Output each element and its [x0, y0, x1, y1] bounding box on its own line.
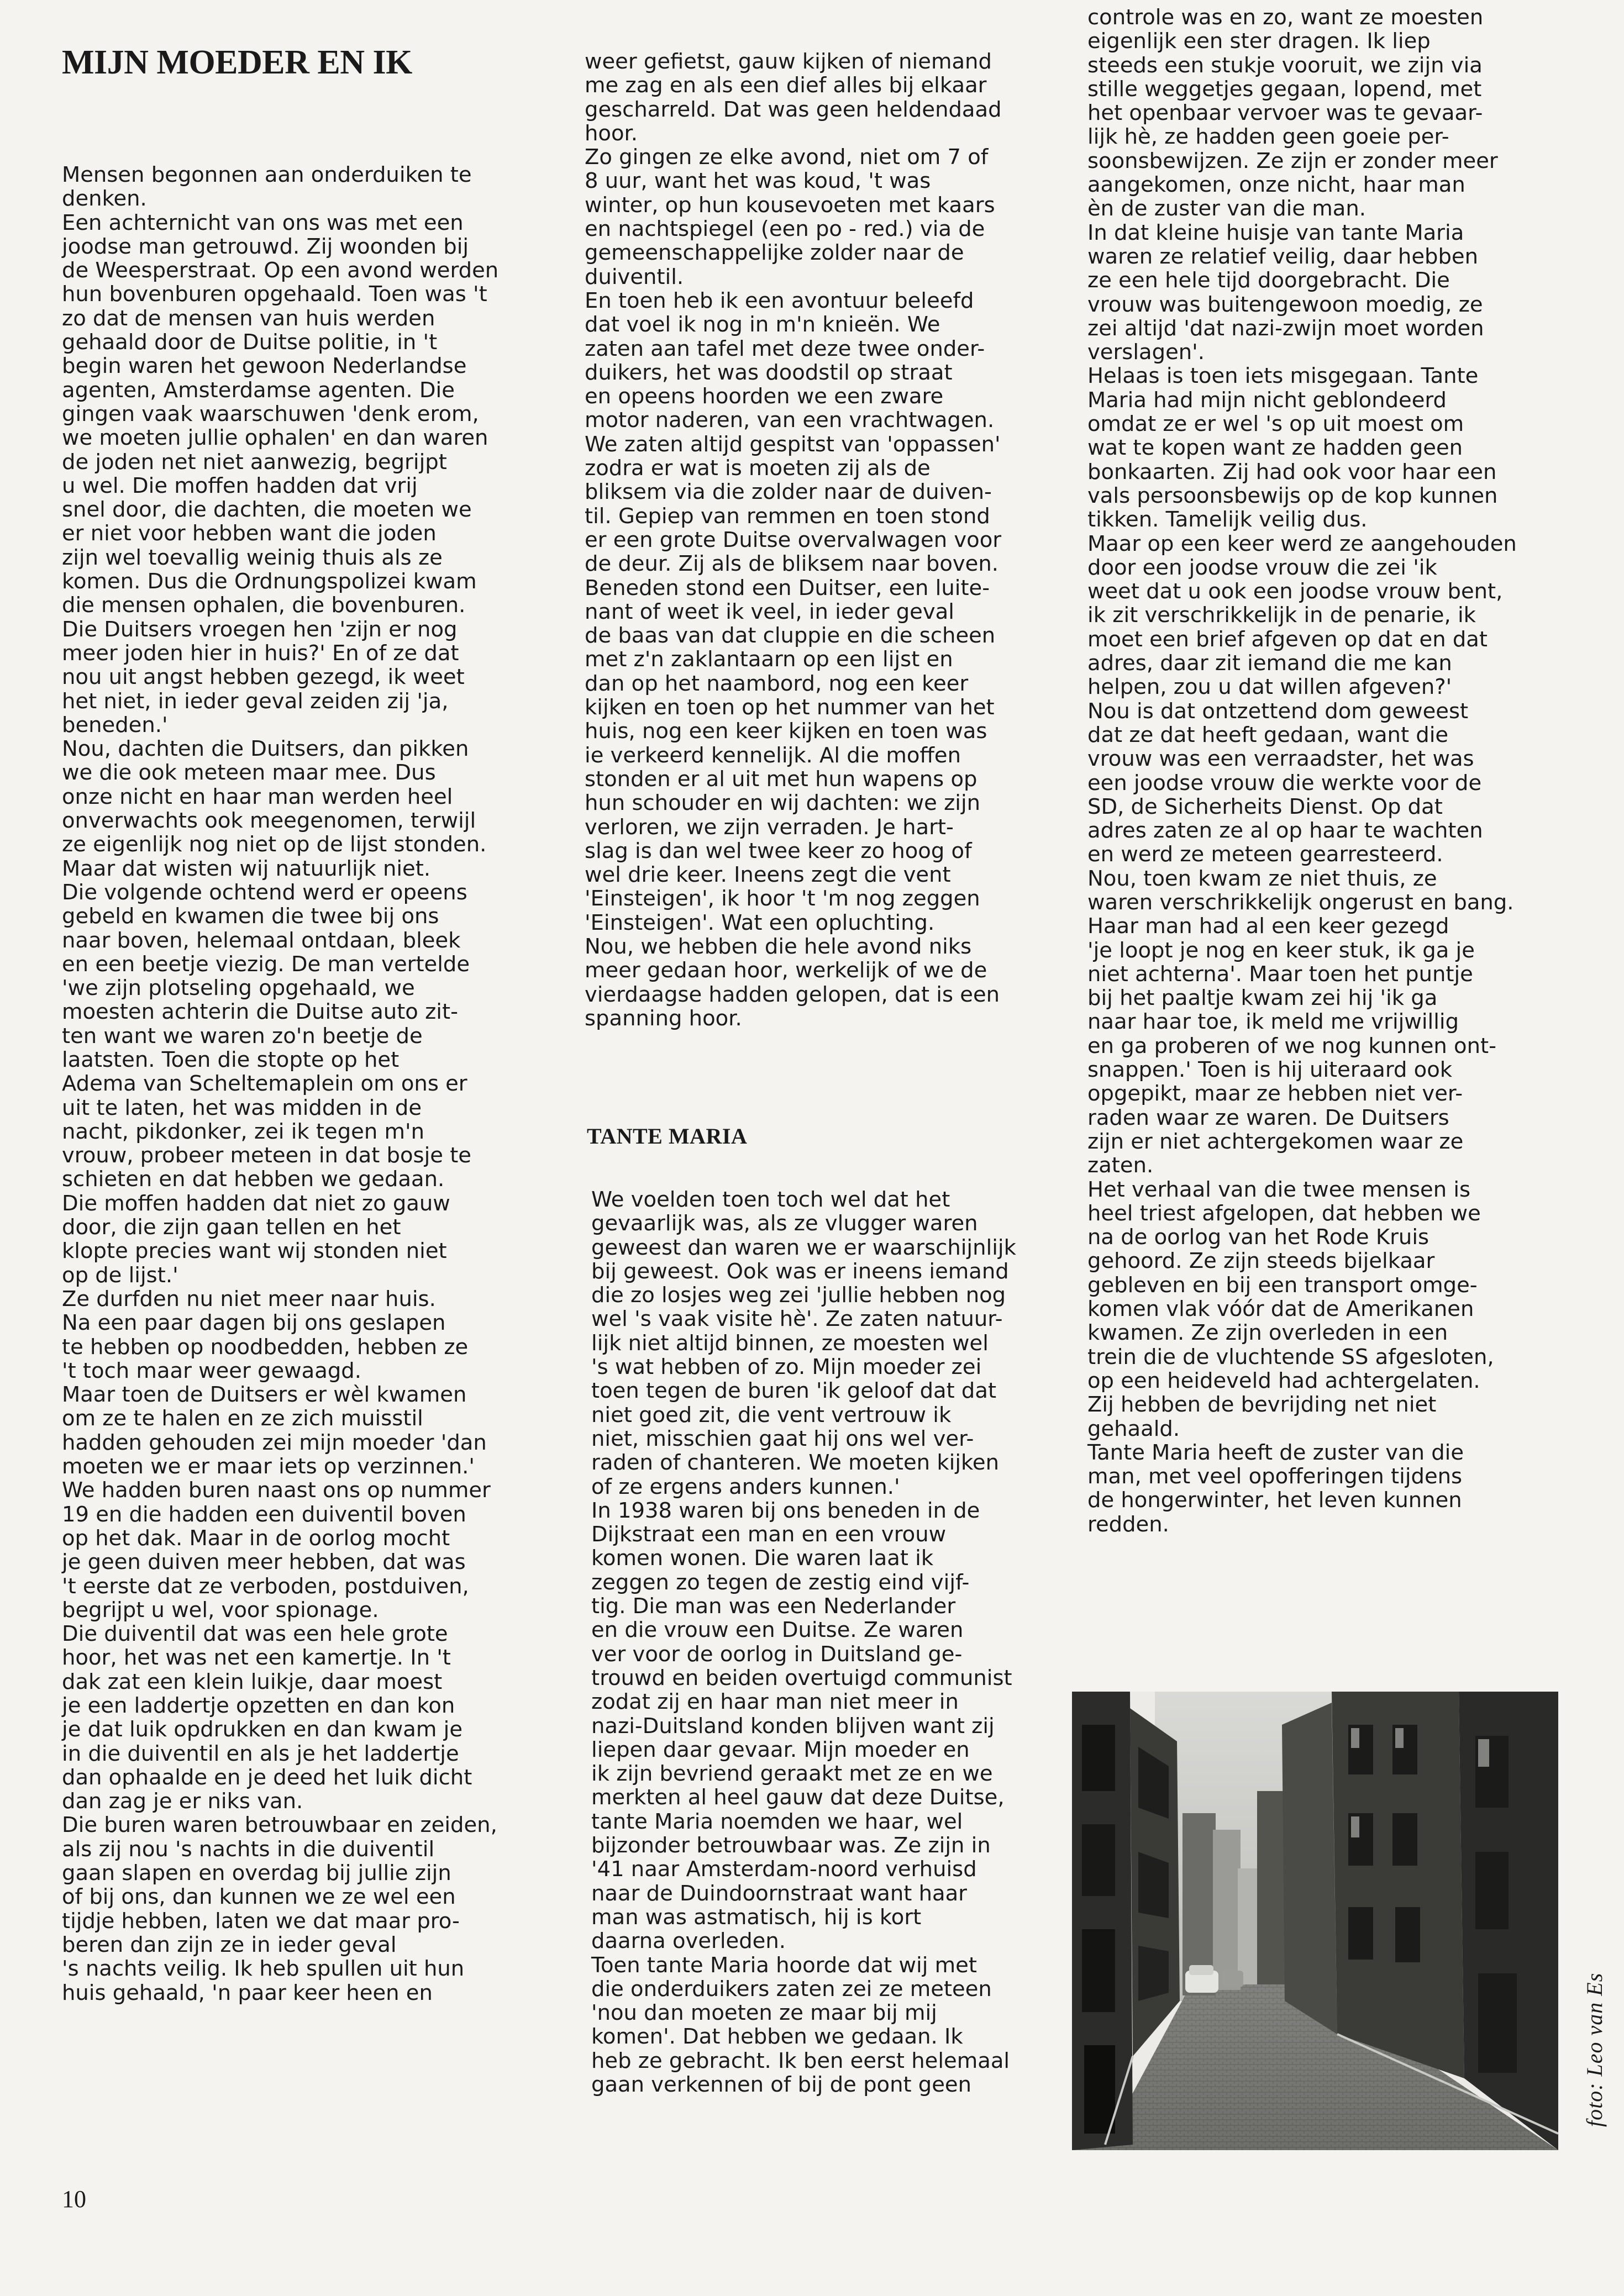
text-line: 's wat hebben of zo. Mijn moeder zei: [591, 1355, 982, 1380]
text-line: als zij nou 's nachts in die duiventil: [62, 1836, 435, 1862]
text-line: je dat luik opdrukken en dan kwam je: [62, 1717, 463, 1742]
text-line: ten want we waren zo'n beetje de: [62, 1023, 423, 1049]
text-line: zijn er niet achtergekomen waar ze: [1087, 1129, 1464, 1154]
text-line: 'Einsteigen'. Wat een opluchting.: [585, 910, 935, 935]
text-line: vrouw was buitengewoon moedig, ze: [1087, 292, 1483, 317]
text-line: wel drie keer. Ineens zegt die vent: [585, 862, 951, 888]
text-line: Nou, dachten die Duitsers, dan pikken: [62, 736, 469, 762]
text-line: moeten we er maar iets op verzinnen.': [62, 1454, 475, 1479]
text-line: gebleven en bij een transport omge-: [1087, 1272, 1478, 1298]
text-line: trouwd en beiden overtuigd communist: [591, 1665, 1012, 1691]
text-line: joodse man getrouwd. Zij woonden bij: [62, 234, 469, 259]
text-line: nacht, pikdonker, zei ik tegen m'n: [62, 1119, 424, 1144]
text-line: Een achternicht van ons was met een: [62, 210, 464, 235]
text-line: huis, nog een keer kijken en toen was: [585, 719, 987, 744]
text-line: agenten, Amsterdamse agenten. Die: [62, 377, 455, 403]
text-line: winter, op hun kousevoeten met kaars: [585, 192, 995, 218]
text-line: klopte precies want wij stonden niet: [62, 1239, 447, 1264]
text-line: 't toch maar weer gewaagd.: [62, 1358, 361, 1383]
text-line: ik zijn bevriend geraakt met ze en we: [591, 1761, 993, 1787]
text-line: niet, misschien gaat hij ons wel ver-: [591, 1426, 974, 1451]
text-line: 'je loopt je nog en keer stuk, ik ga je: [1087, 938, 1475, 963]
text-line: spanning hoor.: [585, 1005, 742, 1031]
text-line: '41 naar Amsterdam-noord verhuisd: [591, 1857, 977, 1882]
text-line: verloren, we zijn verraden. Je hart-: [585, 814, 954, 840]
text-line: waren ze relatief veilig, daar hebben: [1087, 244, 1478, 269]
text-line: gaan slapen en overdag bij jullie zijn: [62, 1861, 451, 1886]
text-line: gescharreld. Dat was geen heldendaad: [585, 97, 1002, 122]
text-line: ver voor de oorlog in Duitsland ge-: [591, 1641, 963, 1667]
text-line: Maar dat wisten wij natuurlijk niet.: [62, 856, 431, 881]
text-line: In dat kleine huisje van tante Maria: [1087, 220, 1464, 245]
text-line: het openbaar vervoer was te gevaar-: [1087, 101, 1483, 126]
text-line: slag is dan wel twee keer zo hoog of: [585, 838, 972, 863]
text-line: meer gedaan hoor, werkelijk of we de: [585, 958, 987, 983]
text-line: begin waren het gewoon Nederlandse: [62, 354, 467, 379]
text-line: zijn wel toevallig weinig thuis als ze: [62, 545, 443, 570]
text-line: gehaald.: [1087, 1416, 1180, 1441]
text-line: die mensen ophalen, die bovenburen.: [62, 593, 466, 618]
text-line: meer joden hier in huis?' En of ze dat: [62, 640, 459, 666]
text-line: op het dak. Maar in de oorlog mocht: [62, 1525, 450, 1551]
text-line: laatsten. Toen die stopte op het: [62, 1047, 400, 1072]
text-line: En toen heb ik een avontuur beleefd: [585, 288, 974, 313]
text-line: raden waar ze waren. De Duitsers: [1087, 1105, 1449, 1130]
text-line: huis gehaald, 'n paar keer heen en: [62, 1980, 433, 2005]
text-line: te hebben op noodbedden, hebben ze: [62, 1334, 469, 1360]
text-line: moesten achterin die Duitse auto zit-: [62, 999, 458, 1025]
text-line: controle was en zo, want ze moesten: [1087, 5, 1484, 30]
text-line: u wel. Die moffen hadden dat vrij: [62, 473, 418, 498]
text-line: trein die de vluchtende SS afgesloten,: [1087, 1344, 1494, 1370]
text-line: tig. Die man was een Nederlander: [591, 1594, 956, 1619]
photo-credit: foto: Leo van Es: [1582, 1972, 1607, 2127]
article-title: MIJN MOEDER EN IK: [62, 44, 412, 81]
text-line: Ze durfden nu niet meer naar huis.: [62, 1286, 436, 1312]
text-line: bij het paaltje kwam zei hij 'ik ga: [1087, 986, 1438, 1011]
text-line: denken.: [62, 186, 147, 212]
text-line: de hongerwinter, het leven kunnen: [1087, 1488, 1462, 1513]
text-line: Nou, toen kwam ze niet thuis, ze: [1087, 866, 1437, 891]
text-line: omdat ze er wel 's op uit moest om: [1087, 412, 1464, 437]
text-line: 'nou dan moeten ze maar bij mij: [591, 2000, 937, 2026]
text-line: uit te laten, het was midden in de: [62, 1095, 422, 1120]
text-line: man, met veel opofferingen tijdens: [1087, 1464, 1463, 1489]
street-photo: [1072, 1692, 1558, 2150]
text-line: zodra er wat is moeten zij als de: [585, 456, 931, 481]
text-line: nant of weet ik veel, in ieder geval: [585, 599, 954, 624]
text-line: door, die zijn gaan tellen en het: [62, 1215, 401, 1240]
text-line: ze eigenlijk nog niet op de lijst stonden.: [62, 832, 487, 857]
text-line: duikers, het was doodstil op straat: [585, 360, 953, 385]
text-line: beneden.': [62, 712, 168, 738]
text-line: adres, daar zit iemand die me kan: [1087, 651, 1452, 676]
text-line: We voelden toen toch wel dat het: [591, 1187, 950, 1212]
text-line: je geen duiven meer hebben, dat was: [62, 1550, 466, 1575]
text-line: gehoord. Ze zijn steeds bijelkaar: [1087, 1249, 1435, 1274]
text-line: Nou is dat ontzettend dom geweest: [1087, 698, 1469, 724]
text-line: zei altijd 'dat nazi-zwijn moet worden: [1087, 315, 1484, 341]
text-line: en ga proberen of we nog kunnen ont-: [1087, 1033, 1496, 1059]
text-line: die onderduikers zaten zei ze meteen: [591, 1976, 992, 2002]
text-line: komen vlak vóór dat de Amerikanen: [1087, 1297, 1474, 1322]
text-column-1: [62, 163, 498, 2005]
text-line: dat ze dat heeft gedaan, want die: [1087, 722, 1449, 747]
text-line: zaten.: [1087, 1153, 1154, 1178]
text-line: Het verhaal van die twee mensen is: [1087, 1177, 1471, 1202]
text-line: vals persoonsbewijs op de kop kunnen: [1087, 483, 1498, 508]
text-line: eigenlijk een ster dragen. Ik liep: [1087, 29, 1431, 54]
text-line: of bij ons, dan kunnen we ze wel een: [62, 1884, 456, 1910]
text-line: vierdaagse hadden gelopen, dat is een: [585, 982, 1000, 1007]
text-line: onverwachts ook meegenomen, terwijl: [62, 808, 476, 834]
text-line: niet achterna'. Maar toen het puntje: [1087, 961, 1473, 987]
text-line: de joden net niet aanwezig, begrijpt: [62, 449, 447, 475]
text-line: heb ze gebracht. Ik ben eerst helemaal: [591, 2048, 1010, 2073]
text-line: onze nicht en haar man werden heel: [62, 784, 453, 809]
text-line: Die duiventil dat was een hele grote: [62, 1621, 448, 1647]
text-line: begrijpt u wel, voor spionage.: [62, 1597, 379, 1623]
column-2-part-2: [591, 1188, 1016, 2097]
text-line: het niet, in ieder geval zeiden zij 'ja,: [62, 688, 449, 714]
text-line: ze een hele tijd doorgebracht. Die: [1087, 268, 1450, 293]
text-line: Toen tante Maria hoorde dat wij met: [591, 1952, 977, 1978]
text-line: hoor, het was net een kamertje. In 't: [62, 1645, 451, 1671]
text-line: Zij hebben de bevrijding net niet: [1087, 1392, 1437, 1418]
text-line: weer gefietst, gauw kijken of niemand: [585, 49, 992, 74]
text-line: en opeens hoorden we een zware: [585, 384, 944, 409]
text-line: lijk hè, ze hadden geen goeie per-: [1087, 124, 1449, 150]
text-line: wel 's vaak visite hè'. Ze zaten natuur-: [591, 1307, 1003, 1332]
text-line: de deur. Zij als de bliksem naar boven.: [585, 551, 998, 577]
text-line: Die Duitsers vroegen hen 'zijn er nog: [62, 617, 458, 642]
text-line: en die vrouw een Duitse. Ze waren: [591, 1618, 964, 1643]
text-line: Na een paar dagen bij ons geslapen: [62, 1310, 446, 1336]
text-line: weet dat u ook een joodse vrouw bent,: [1087, 579, 1503, 604]
text-line: hun bovenburen opgehaald. Toen was 't: [62, 282, 487, 307]
text-line: Nou, we hebben die hele avond niks: [585, 934, 972, 959]
text-line: hadden gehouden zei mijn moeder 'dan: [62, 1430, 487, 1455]
text-line: gemeenschappelijke zolder naar de: [585, 240, 964, 266]
text-line: til. Gepiep van remmen en toen stond: [585, 503, 990, 529]
text-column-2: [585, 49, 1016, 2097]
text-line: Dijkstraat een man en een vrouw: [591, 1522, 947, 1547]
text-line: duiventil.: [585, 264, 684, 289]
text-line: we die ook meteen maar mee. Dus: [62, 760, 436, 786]
text-line: naar haar toe, ik meld me vrijwillig: [1087, 1009, 1459, 1035]
text-line: 'we zijn plotseling opgehaald, we: [62, 976, 415, 1001]
text-line: me zag en als een dief alles bij elkaar: [585, 73, 987, 98]
text-line: je een laddertje opzetten en dan kon: [62, 1693, 455, 1718]
column-2-part-1: [585, 50, 1002, 1030]
text-line: naar de Duindoornstraat want haar: [591, 1881, 967, 1906]
text-line: helpen, zou u dat willen afgeven?': [1087, 675, 1452, 700]
text-line: komen wonen. Die waren laat ik: [591, 1546, 934, 1571]
text-line: en nachtspiegel (een po - red.) via de: [585, 217, 985, 242]
text-line: vrouw, probeer meteen in dat bosje te: [62, 1143, 471, 1168]
text-line: moet een brief afgeven op dat en dat: [1087, 626, 1488, 652]
text-line: tijdje hebben, laten we dat maar pro-: [62, 1908, 460, 1934]
text-line: hoor.: [585, 120, 638, 146]
text-line: zo dat de mensen van huis werden: [62, 306, 435, 331]
text-line: schieten en dat hebben we gedaan.: [62, 1167, 445, 1192]
text-line: dak zat een klein luikje, daar moest: [62, 1669, 443, 1694]
text-line: adres zaten ze al op haar te wachten: [1087, 818, 1483, 844]
text-line: Helaas is toen iets misgegaan. Tante: [1087, 364, 1479, 389]
text-line: 19 en die hadden een duiventil boven: [62, 1502, 466, 1527]
text-line: na de oorlog van het Rode Kruis: [1087, 1225, 1429, 1250]
text-line: Zo gingen ze elke avond, niet om 7 of: [585, 145, 989, 170]
text-line: op de lijst.': [62, 1262, 178, 1288]
text-line: toen tegen de buren 'ik geloof dat dat: [591, 1378, 997, 1404]
text-line: Maar op een keer werd ze aangehouden: [1087, 531, 1517, 556]
text-line: beren dan zijn ze in ieder geval: [62, 1932, 397, 1957]
text-line: dan op het naambord, nog een keer: [585, 671, 969, 696]
text-line: dan zag je er niks van.: [62, 1789, 303, 1814]
text-line: er niet voor hebben want die joden: [62, 521, 437, 546]
text-line: 8 uur, want het was koud, 't was: [585, 168, 931, 194]
text-line: kwamen. Ze zijn overleden in een: [1087, 1320, 1448, 1346]
text-line: dan ophaalde en je deed het luik dicht: [62, 1765, 472, 1790]
text-line: er een grote Duitse overvalwagen voor: [585, 527, 1002, 552]
page-number: 10: [62, 2186, 86, 2213]
text-line: met z'n zaklantaarn op een lijst en: [585, 647, 953, 672]
text-line: steeds een stukje vooruit, we zijn via: [1087, 52, 1483, 78]
text-line: vrouw was een verraadster, het was: [1087, 746, 1474, 772]
text-line: 'Einsteigen', ik hoor 't 'm nog zeggen: [585, 886, 980, 912]
text-line: stille weggetjes gegaan, lopend, met: [1087, 76, 1482, 102]
text-line: geweest dan waren we er waarschijnlijk: [591, 1235, 1016, 1260]
text-line: zeggen zo tegen de zestig eind vijf-: [591, 1570, 970, 1595]
text-line: of ze ergens anders kunnen.': [591, 1474, 900, 1499]
text-line: liepen daar gevaar. Mijn moeder en: [591, 1737, 970, 1762]
text-column-3: [1087, 6, 1517, 1536]
text-line: lijk niet altijd binnen, ze moesten wel: [591, 1330, 989, 1356]
text-line: tante Maria noemden we haar, wel: [591, 1809, 963, 1834]
text-line: tikken. Tamelijk veilig dus.: [1087, 507, 1368, 533]
text-line: bonkaarten. Zij had ook voor haar een: [1087, 459, 1497, 485]
text-line: nou uit angst hebben gezegd, ik weet: [62, 665, 465, 690]
text-line: om ze te halen en ze zich muisstil: [62, 1406, 423, 1431]
text-line: Die volgende ochtend werd er opeens: [62, 880, 467, 905]
text-line: merkten al heel gauw dat deze Duitse,: [591, 1785, 1005, 1810]
text-line: een joodse vrouw die werkte voor de: [1087, 770, 1482, 796]
text-line: bijzonder betrouwbaar was. Ze zijn in: [591, 1833, 991, 1858]
text-line: We hadden buren naast ons op nummer: [62, 1478, 491, 1503]
text-line: Maar toen de Duitsers er wèl kwamen: [62, 1382, 467, 1408]
text-line: nazi-Duitsland konden blijven want zij: [591, 1713, 995, 1739]
text-line: snappen.' Toen is hij uiteraard ook: [1087, 1057, 1453, 1083]
text-line: In 1938 waren bij ons beneden in de: [591, 1498, 980, 1523]
text-line: Adema van Scheltemaplein om ons er: [62, 1071, 467, 1097]
text-line: raden of chanteren. We moeten kijken: [591, 1450, 1000, 1476]
text-line: daarna overleden.: [591, 1929, 786, 1954]
text-line: bliksem via die zolder naar de duiven-: [585, 480, 992, 505]
text-line: SD, de Sicherheits Dienst. Op dat: [1087, 794, 1443, 819]
text-line: We zaten altijd gespitst van 'oppassen': [585, 431, 1001, 457]
text-line: heel triest afgelopen, dat hebben we: [1087, 1200, 1481, 1226]
text-line: gingen vaak waarschuwen 'denk erom,: [62, 401, 479, 426]
text-line: aangekomen, onze nicht, haar man: [1087, 172, 1465, 198]
text-line: waren verschrikkelijk ongerust en bang.: [1087, 889, 1514, 915]
text-line: stonden er al uit met hun wapens op: [585, 766, 977, 792]
text-line: die zo losjes weg zei 'jullie hebben nog: [591, 1283, 1006, 1308]
section-heading: TANTE MARIA: [587, 1124, 748, 1149]
text-line: bij geweest. Ook was er ineens iemand: [591, 1258, 1009, 1284]
text-line: soonsbewijzen. Ze zijn er zonder meer: [1087, 148, 1498, 173]
text-line: Haar man had al een keer gezegd: [1087, 914, 1449, 939]
text-line: naar boven, helemaal ontdaan, bleek: [62, 928, 461, 953]
text-line: snel door, die dachten, die moeten we: [62, 497, 472, 523]
text-line: hun schouder en wij dachten: we zijn: [585, 791, 981, 816]
text-line: in die duiventil en als je het laddertje: [62, 1741, 459, 1766]
text-line: en een beetje viezig. De man vertelde: [62, 951, 470, 977]
text-line: we moeten jullie ophalen' en dan waren: [62, 425, 488, 451]
text-line: komen. Dus die Ordnungspolizei kwam: [62, 569, 477, 594]
text-line: kijken en toen op het nummer van het: [585, 695, 995, 720]
text-line: dat voel ik nog in m'n knieën. We: [585, 312, 940, 338]
text-line: de baas van dat cluppie en die scheen: [585, 623, 996, 649]
text-line: gebeld en kwamen die twee bij ons: [62, 904, 439, 929]
text-line: 's nachts veilig. Ik heb spullen uit hun: [62, 1956, 465, 1982]
text-line: verslagen'.: [1087, 340, 1205, 365]
text-line: ie verkeerd kennelijk. Al die moffen: [585, 742, 961, 768]
text-line: Beneden stond een Duitser, een luite-: [585, 575, 990, 601]
text-line: Die moffen hadden dat niet zo gauw: [62, 1191, 450, 1216]
text-line: en werd ze meteen gearresteerd.: [1087, 842, 1443, 867]
text-line: Die buren waren betrouwbaar en zeiden,: [62, 1813, 497, 1838]
text-line: èn de zuster van die man.: [1087, 196, 1367, 222]
text-line: wat te kopen want ze hadden geen: [1087, 435, 1463, 461]
text-line: komen'. Dat hebben we gedaan. Ik: [591, 2024, 963, 2050]
text-line: Mensen begonnen aan onderduiken te: [62, 162, 472, 187]
text-line: opgepikt, maar ze hebben niet ver-: [1087, 1081, 1463, 1107]
text-line: zodat zij en haar man niet meer in: [591, 1689, 959, 1715]
text-line: Tante Maria heeft de zuster van die: [1087, 1440, 1464, 1465]
text-line: redden.: [1087, 1512, 1169, 1537]
text-line: de Weesperstraat. Op een avond werden: [62, 258, 499, 283]
text-line: gehaald door de Duitse politie, in 't: [62, 330, 438, 355]
text-line: man was astmatisch, hij is kort: [591, 1904, 922, 1930]
text-line: ik zit verschrikkelijk in de penarie, ik: [1087, 603, 1476, 628]
text-line: motor naderen, van een vrachtwagen.: [585, 408, 995, 433]
text-line: zaten aan tafel met deze twee onder-: [585, 336, 985, 361]
text-line: door een joodse vrouw die zei 'ik: [1087, 555, 1437, 580]
text-line: op een heideveld had achtergelaten.: [1087, 1368, 1480, 1393]
text-line: Maria had mijn nicht geblondeerd: [1087, 387, 1447, 413]
text-line: gevaarlijk was, als ze vlugger waren: [591, 1211, 978, 1236]
text-line: gaan verkennen of bij de pont geen: [591, 2072, 972, 2097]
text-line: niet goed zit, die vent vertrouw ik: [591, 1402, 952, 1428]
text-line: 't eerste dat ze verboden, postduiven,: [62, 1573, 469, 1599]
